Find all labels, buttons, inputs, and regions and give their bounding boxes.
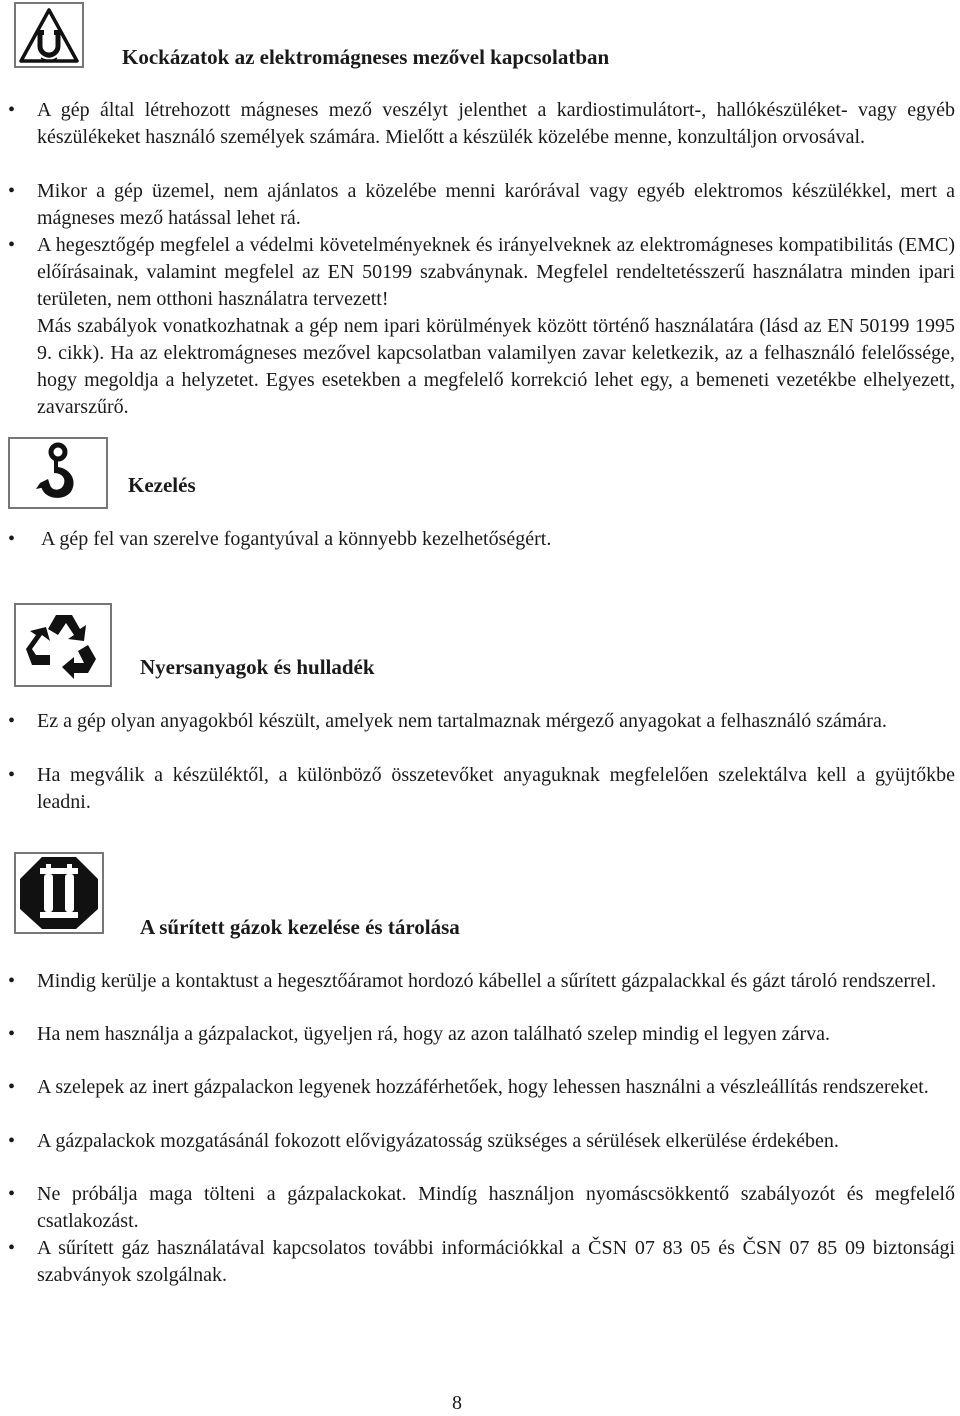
page-number: 8 [452,1392,462,1414]
list-item: Mikor a gép üzemel, nem ajánlatos a közelébe menni karórával vagy egyéb elektromos készülékkel, mert a mágneses mező hatással lehet rá. [37,180,955,229]
bullet: • [8,1023,16,1045]
section-heading-emf: Kockázatok az elektromágneses mezővel kapcsolatban [122,45,610,69]
list-item: A gép által létrehozott mágneses mező veszélyt jelenthet a kardiostimulátort-, hallókészüléket- vagy egyéb készülékeket használó személyek számára. Mielőtt a készülék közelébe menne, konzultáljon orvosával. [37,99,955,148]
section-heading-gas: A sűrített gázok kezelése és tárolása [140,915,460,939]
bullet: • [8,180,16,202]
bullet: • [8,528,16,550]
section-heading-waste: Nyersanyagok és hulladék [140,655,375,679]
list-item: Ne próbálja maga tölteni a gázpalackokat. Mindíg használjon nyomáscsökkentő szabályozót és megfelelő csatlakozást. [37,1183,955,1232]
bullet: • [8,234,16,256]
bullet: • [8,99,16,121]
gas-cylinder-icon [14,852,104,934]
list-item: Ez a gép olyan anyagokból készült, amelyek nem tartalmaznak mérgező anyagokat a felhasználó számára. [37,710,887,732]
recycle-icon [14,603,112,687]
bullet: • [8,1076,16,1098]
bullet: • [8,1183,16,1205]
bullet: • [8,710,16,732]
list-item: A sűrített gáz használatával kapcsolatos további információkkal a ČSN 07 83 05 és ČSN 07 85 09 biztonsági szabványok szolgálnak. [37,1237,955,1286]
list-item: A gázpalackok mozgatásánál fokozott elővigyázatosság szükséges a sérülések elkerülése érdekében. [37,1130,839,1152]
paragraph-continuation: Más szabályok vonatkozhatnak a gép nem ipari körülmények között történő használatára (lásd az EN 50199 1995 9. cikk). Ha az elektromágneses mezővel kapcsolatban valamilyen zavar keletkezik, az a felhasználó felelőssége, hogy megoldja a helyzetet. Egyes esetekben a megfelelő korrekció lehet egy, a bemeneti vezetékbe elhelyezett, zavarszűrő. [37,315,955,418]
list-item: A hegesztőgép megfelel a védelmi követelményeknek és irányelveknek az elektromágneses kompatibilitás (EMC) előírásainak, valamint megfelel az EN 50199 szabványnak. Megfelel rendeltetésszerű használatra minden ipari területen, nem otthoni használatra tervezett! [37,234,955,310]
bullet: • [8,1130,16,1152]
bullet: • [8,764,16,786]
list-item: Mindig kerülje a kontaktust a hegesztőáramot hordozó kábellel a sűrített gázpalackkal és gázt tároló rendszerrel. [37,970,937,992]
hook-icon [8,437,108,509]
bullet: • [8,970,16,992]
list-item: Ha megválik a készüléktől, a különböző összetevőket anyaguknak megfelelően szelektálva kell a gyüjtőkbe leadni. [37,764,955,813]
magnetic-field-warning-icon [14,2,84,68]
list-item: Ha nem használja a gázpalackot, ügyeljen rá, hogy az azon található szelep mindig el legyen zárva. [37,1023,830,1045]
bullet: • [8,1237,16,1259]
list-item: A szelepek az inert gázpalackon legyenek hozzáférhetőek, hogy lehessen használni a vészleállítás rendszereket. [37,1076,929,1098]
section-heading-handling: Kezelés [128,473,196,497]
list-item: A gép fel van szerelve fogantyúval a könnyebb kezelhetőségért. [41,528,552,550]
